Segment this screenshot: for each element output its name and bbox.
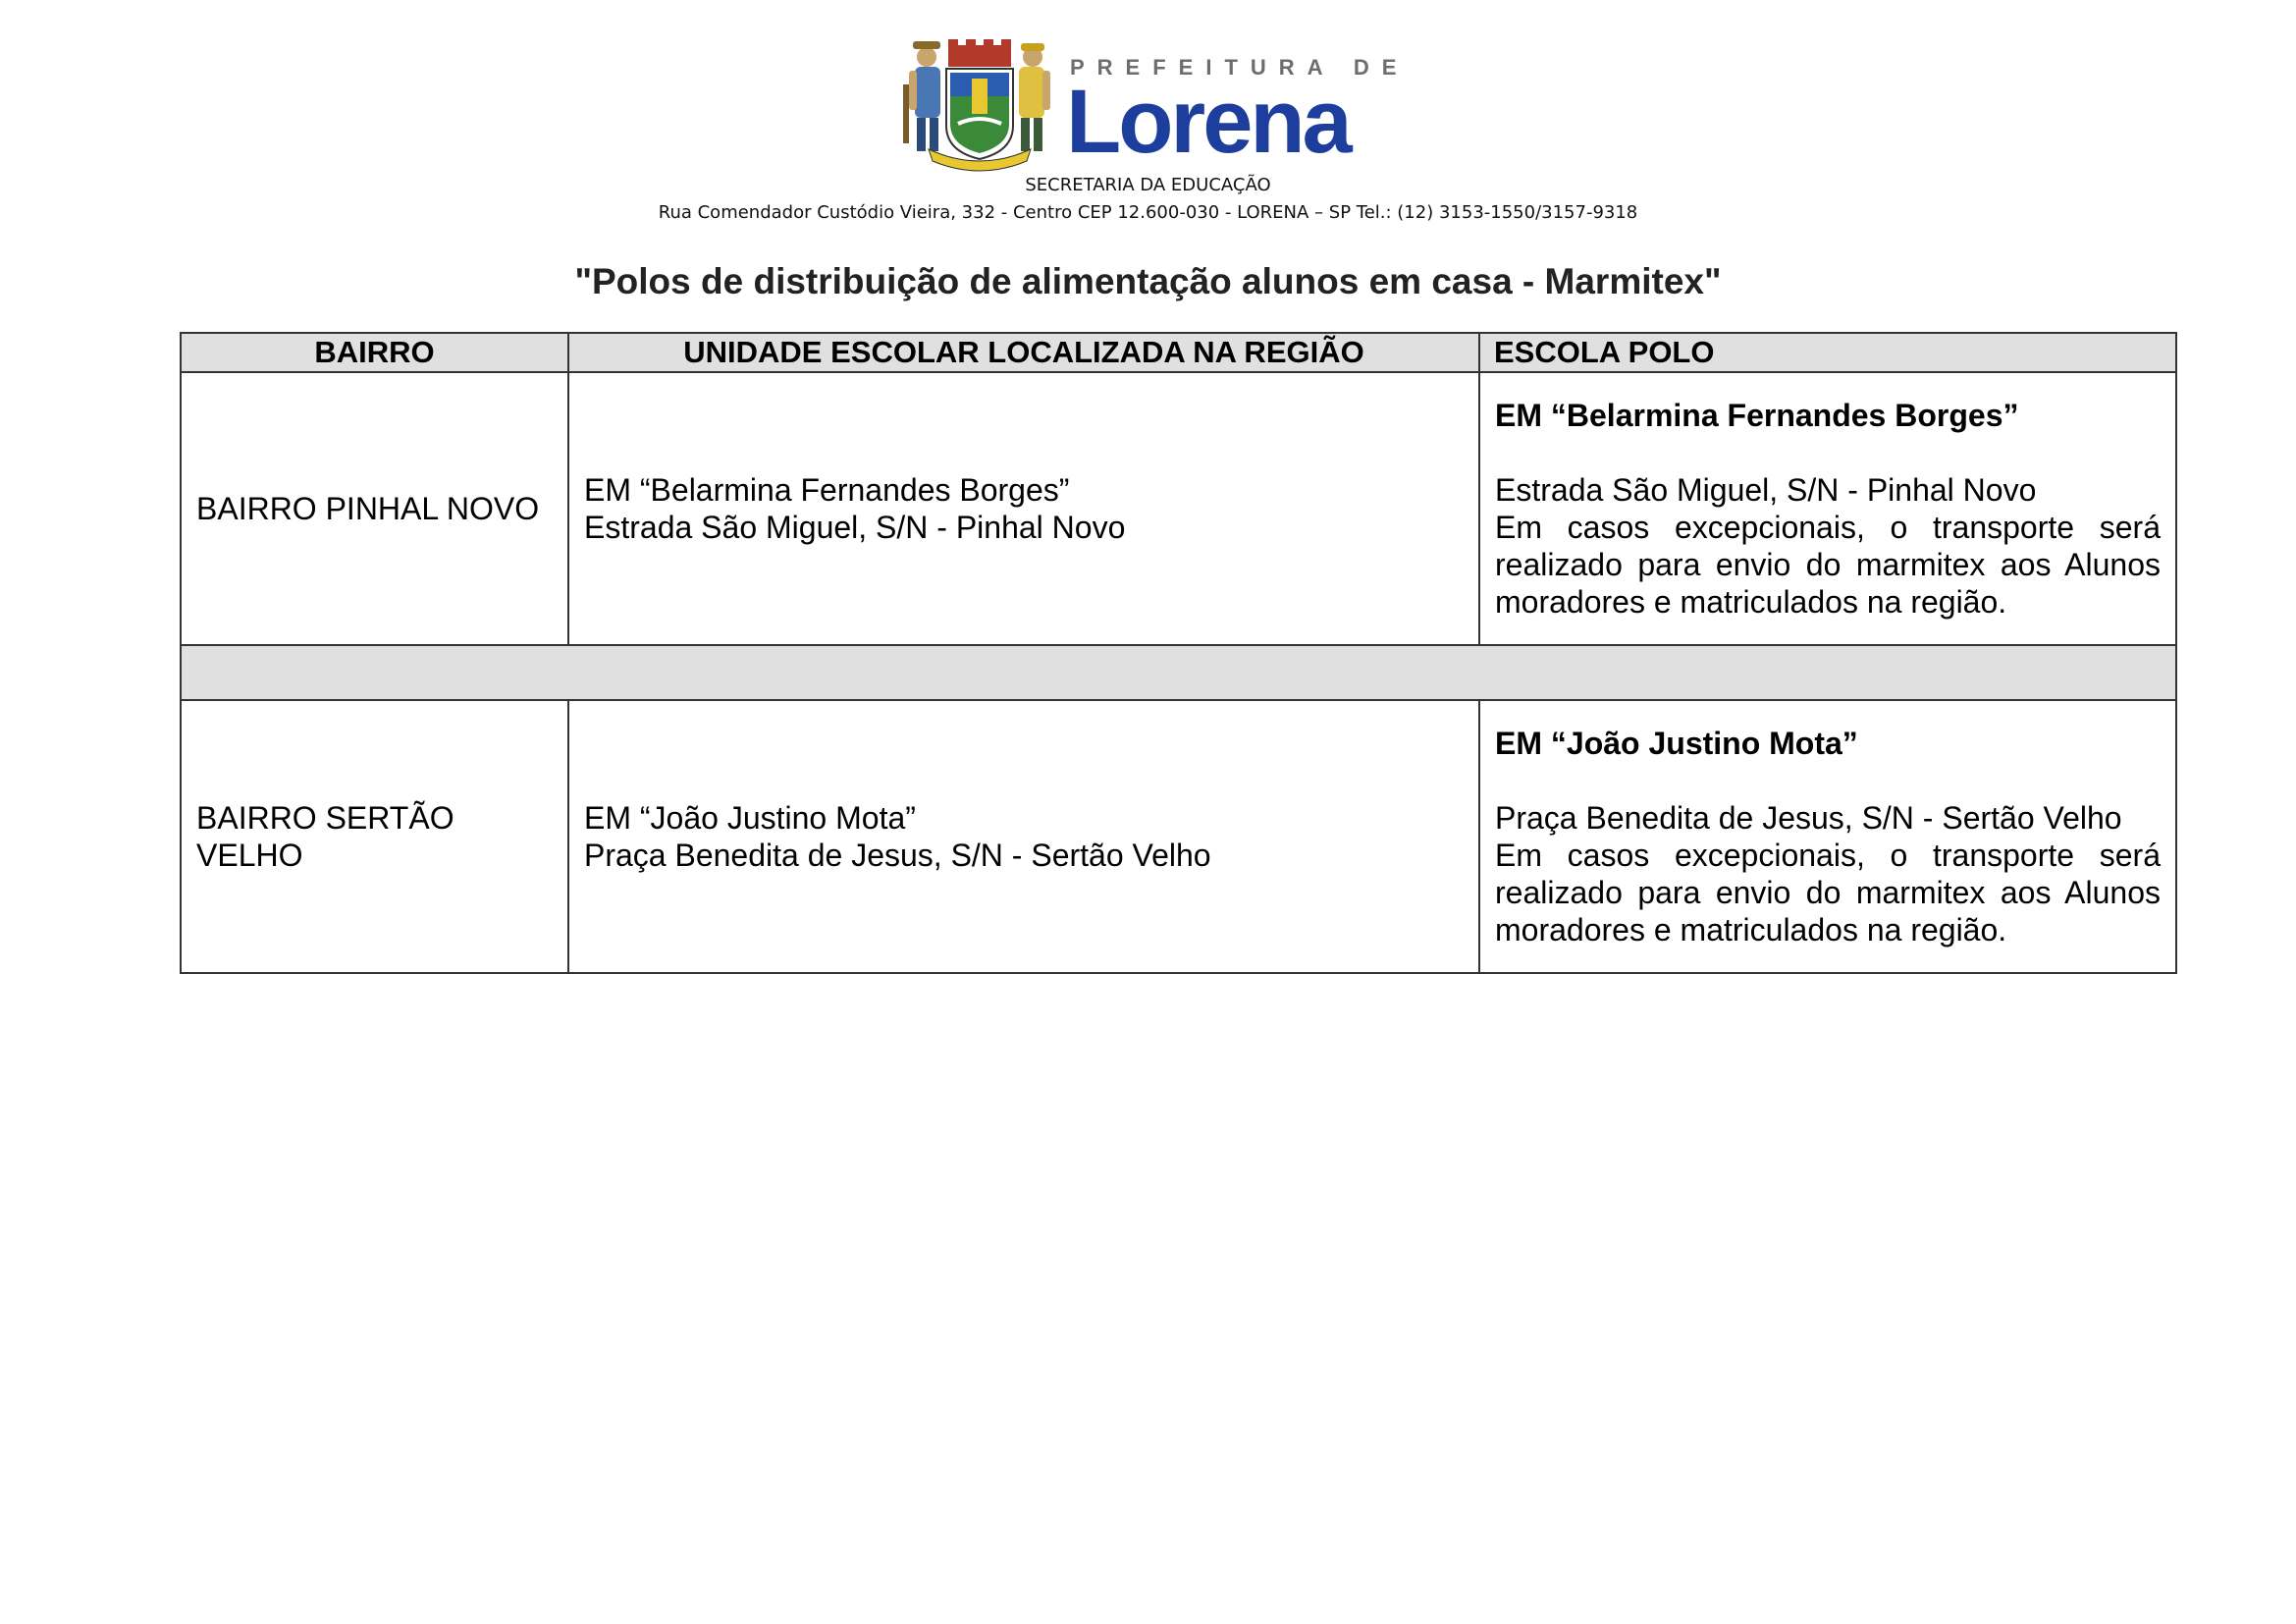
table-row <box>181 700 2176 973</box>
column-header-unidade: UNIDADE ESCOLAR LOCALIZADA NA REGIÃO <box>568 333 1479 372</box>
polo-name: EM “João Justino Mota” <box>1495 726 1858 761</box>
department-name: SECRETARIA DA EDUCAÇÃO <box>1025 175 1271 195</box>
escola-polo-cell <box>1479 700 2176 973</box>
polo-note: Em casos excepcionais, o transporte será realizado para envio do marmitex aos Alunos moradores e matriculados na região. <box>1495 838 2161 947</box>
table-row <box>181 372 2176 645</box>
document-title: "Polos de distribuição de alimentação alunos em casa - Marmitex" <box>574 261 1722 301</box>
unidade-name: EM “João Justino Mota” <box>584 800 916 836</box>
column-header-bairro: BAIRRO <box>181 333 568 372</box>
unidade-name: EM “Belarmina Fernandes Borges” <box>584 472 1070 508</box>
logo-city-name: Lorena <box>1066 72 1350 172</box>
polo-address: Estrada São Miguel, S/N - Pinhal Novo <box>1495 472 2037 508</box>
polo-address: Praça Benedita de Jesus, S/N - Sertão Velho <box>1495 800 2122 836</box>
page-header <box>0 0 2296 236</box>
column-header-escola-polo: ESCOLA POLO <box>1479 333 2176 372</box>
unidade-cell <box>568 700 1479 973</box>
logo-wordmark <box>1066 35 1412 173</box>
coat-of-arms-icon <box>901 35 1058 173</box>
logo-prefeitura-label: PREFEITURA DE <box>1070 55 1410 80</box>
prefeitura-logo <box>901 35 1412 173</box>
unidade-address: Praça Benedita de Jesus, S/N - Sertão Velho <box>584 838 1211 873</box>
table-separator-row <box>181 645 2176 700</box>
department-address: Rua Comendador Custódio Vieira, 332 - Centro CEP 12.600-030 - LORENA – SP Tel.: (12) 3153-1550/3157-9318 <box>658 202 1638 223</box>
table-header-row <box>181 333 2176 372</box>
unidade-cell <box>568 372 1479 645</box>
polo-name: EM “Belarmina Fernandes Borges” <box>1495 398 2019 433</box>
bairro-cell <box>181 700 568 973</box>
escola-polo-cell <box>1479 372 2176 645</box>
separator-cell <box>181 645 2176 700</box>
bairro-cell <box>181 372 568 645</box>
bairro-name: BAIRRO PINHAL NOVO <box>196 491 540 526</box>
distribution-table <box>180 332 2177 974</box>
unidade-address: Estrada São Miguel, S/N - Pinhal Novo <box>584 510 1126 545</box>
polo-note: Em casos excepcionais, o transporte será realizado para envio do marmitex aos Alunos moradores e matriculados na região. <box>1495 510 2161 620</box>
bairro-name: BAIRRO SERTÃO VELHO <box>196 800 454 873</box>
